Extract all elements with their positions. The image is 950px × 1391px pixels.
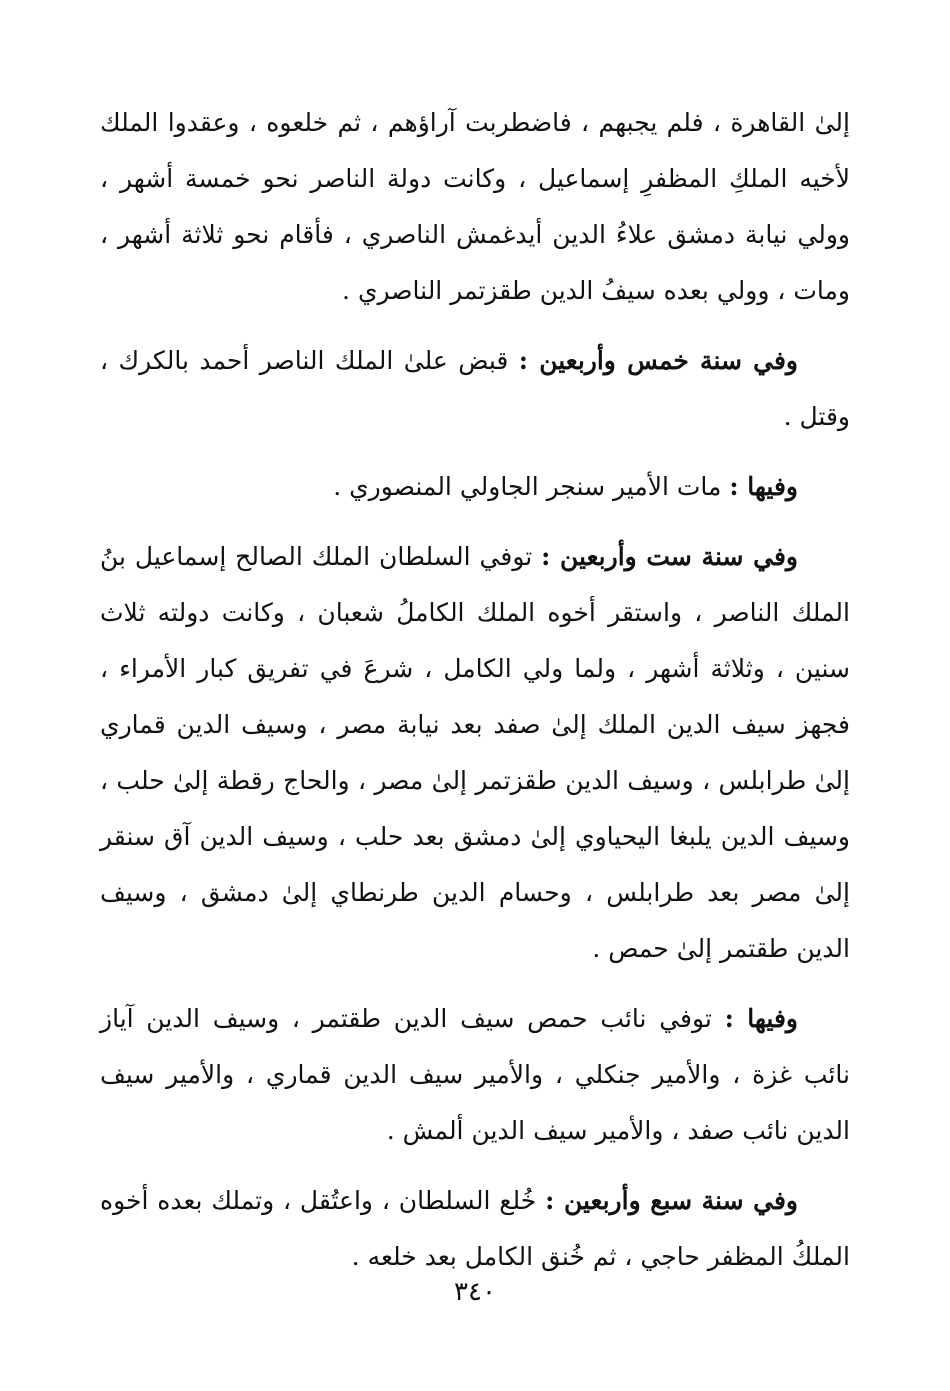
paragraph-2 bbox=[100, 333, 850, 445]
paragraph-6-heading: وفي سنة سبع وأربعين : bbox=[545, 1186, 799, 1215]
page-body bbox=[100, 95, 850, 1355]
paragraph-6 bbox=[100, 1173, 850, 1285]
paragraph-2-text: قبض علىٰ الملك الناصر أحمد بالكرك ، وقتل . bbox=[100, 346, 850, 431]
paragraph-3-heading: وفيها : bbox=[729, 472, 798, 501]
paragraph-6-text: خُلع السلطان ، واعتُقل ، وتملك بعده أخوه الملكُ المظفر حاجي ، ثم خُنق الكامل بعد خلعه . bbox=[100, 1186, 850, 1271]
paragraph-2-heading: وفي سنة خمس وأربعين : bbox=[518, 346, 798, 375]
page-number: ٣٤٠ bbox=[454, 1277, 496, 1307]
paragraph-3 bbox=[100, 459, 850, 515]
paragraph-5-text: توفي نائب حمص سيف الدين طقتمر ، وسيف الدين آياز نائب غزة ، والأمير جنكلي ، والأمير سيف الدين قماري ، والأمير سيف الدين نائب صفد ، والأمير سيف الدين ألمش . bbox=[100, 1004, 850, 1145]
paragraph-1-text: إلىٰ القاهرة ، فلم يجبهم ، فاضطربت آراؤهم ، ثم خلعوه ، وعقدوا الملك لأخيه الملكِ المظفرِ إسماعيل ، وكانت دولة الناصر نحو خمسة أشهر ، وولي نيابة دمشق علاءُ الدين أيدغمش الناصري ، فأقام نحو ثلاثة أشهر ، ومات ، وولي بعده سيفُ الدين طقزتمر الناصري . bbox=[100, 108, 850, 305]
paragraph-4 bbox=[100, 529, 850, 977]
paragraph-1 bbox=[100, 95, 850, 319]
paragraph-4-heading: وفي سنة ست وأربعين : bbox=[541, 542, 798, 571]
paragraph-5-heading: وفيها : bbox=[724, 1004, 799, 1033]
paragraph-3-text: مات الأمير سنجر الجاولي المنصوري . bbox=[333, 472, 730, 501]
paragraph-5 bbox=[100, 991, 850, 1159]
paragraph-4-text: توفي السلطان الملك الصالح إسماعيل بنُ الملك الناصر ، واستقر أخوه الملك الكاملُ شعبان ، وكانت دولته ثلاث سنين ، وثلاثة أشهر ، ولما ولي الكامل ، شرعَ في تفريق كبار الأمراء ، فجهز سيف الدين الملك إلىٰ صفد بعد نيابة مصر ، وسيف الدين قماري إلىٰ طرابلس ، وسيف الدين طقزتمر إلىٰ مصر ، والحاج رقطة إلىٰ حلب ، وسيف الدين يلبغا اليحياوي إلىٰ دمشق بعد حلب ، وسيف الدين آق سنقر إلىٰ مصر بعد طرابلس ، وحسام الدين طرنطاي إلىٰ دمشق ، وسيف الدين طقتمر إلىٰ حمص . bbox=[100, 542, 850, 963]
